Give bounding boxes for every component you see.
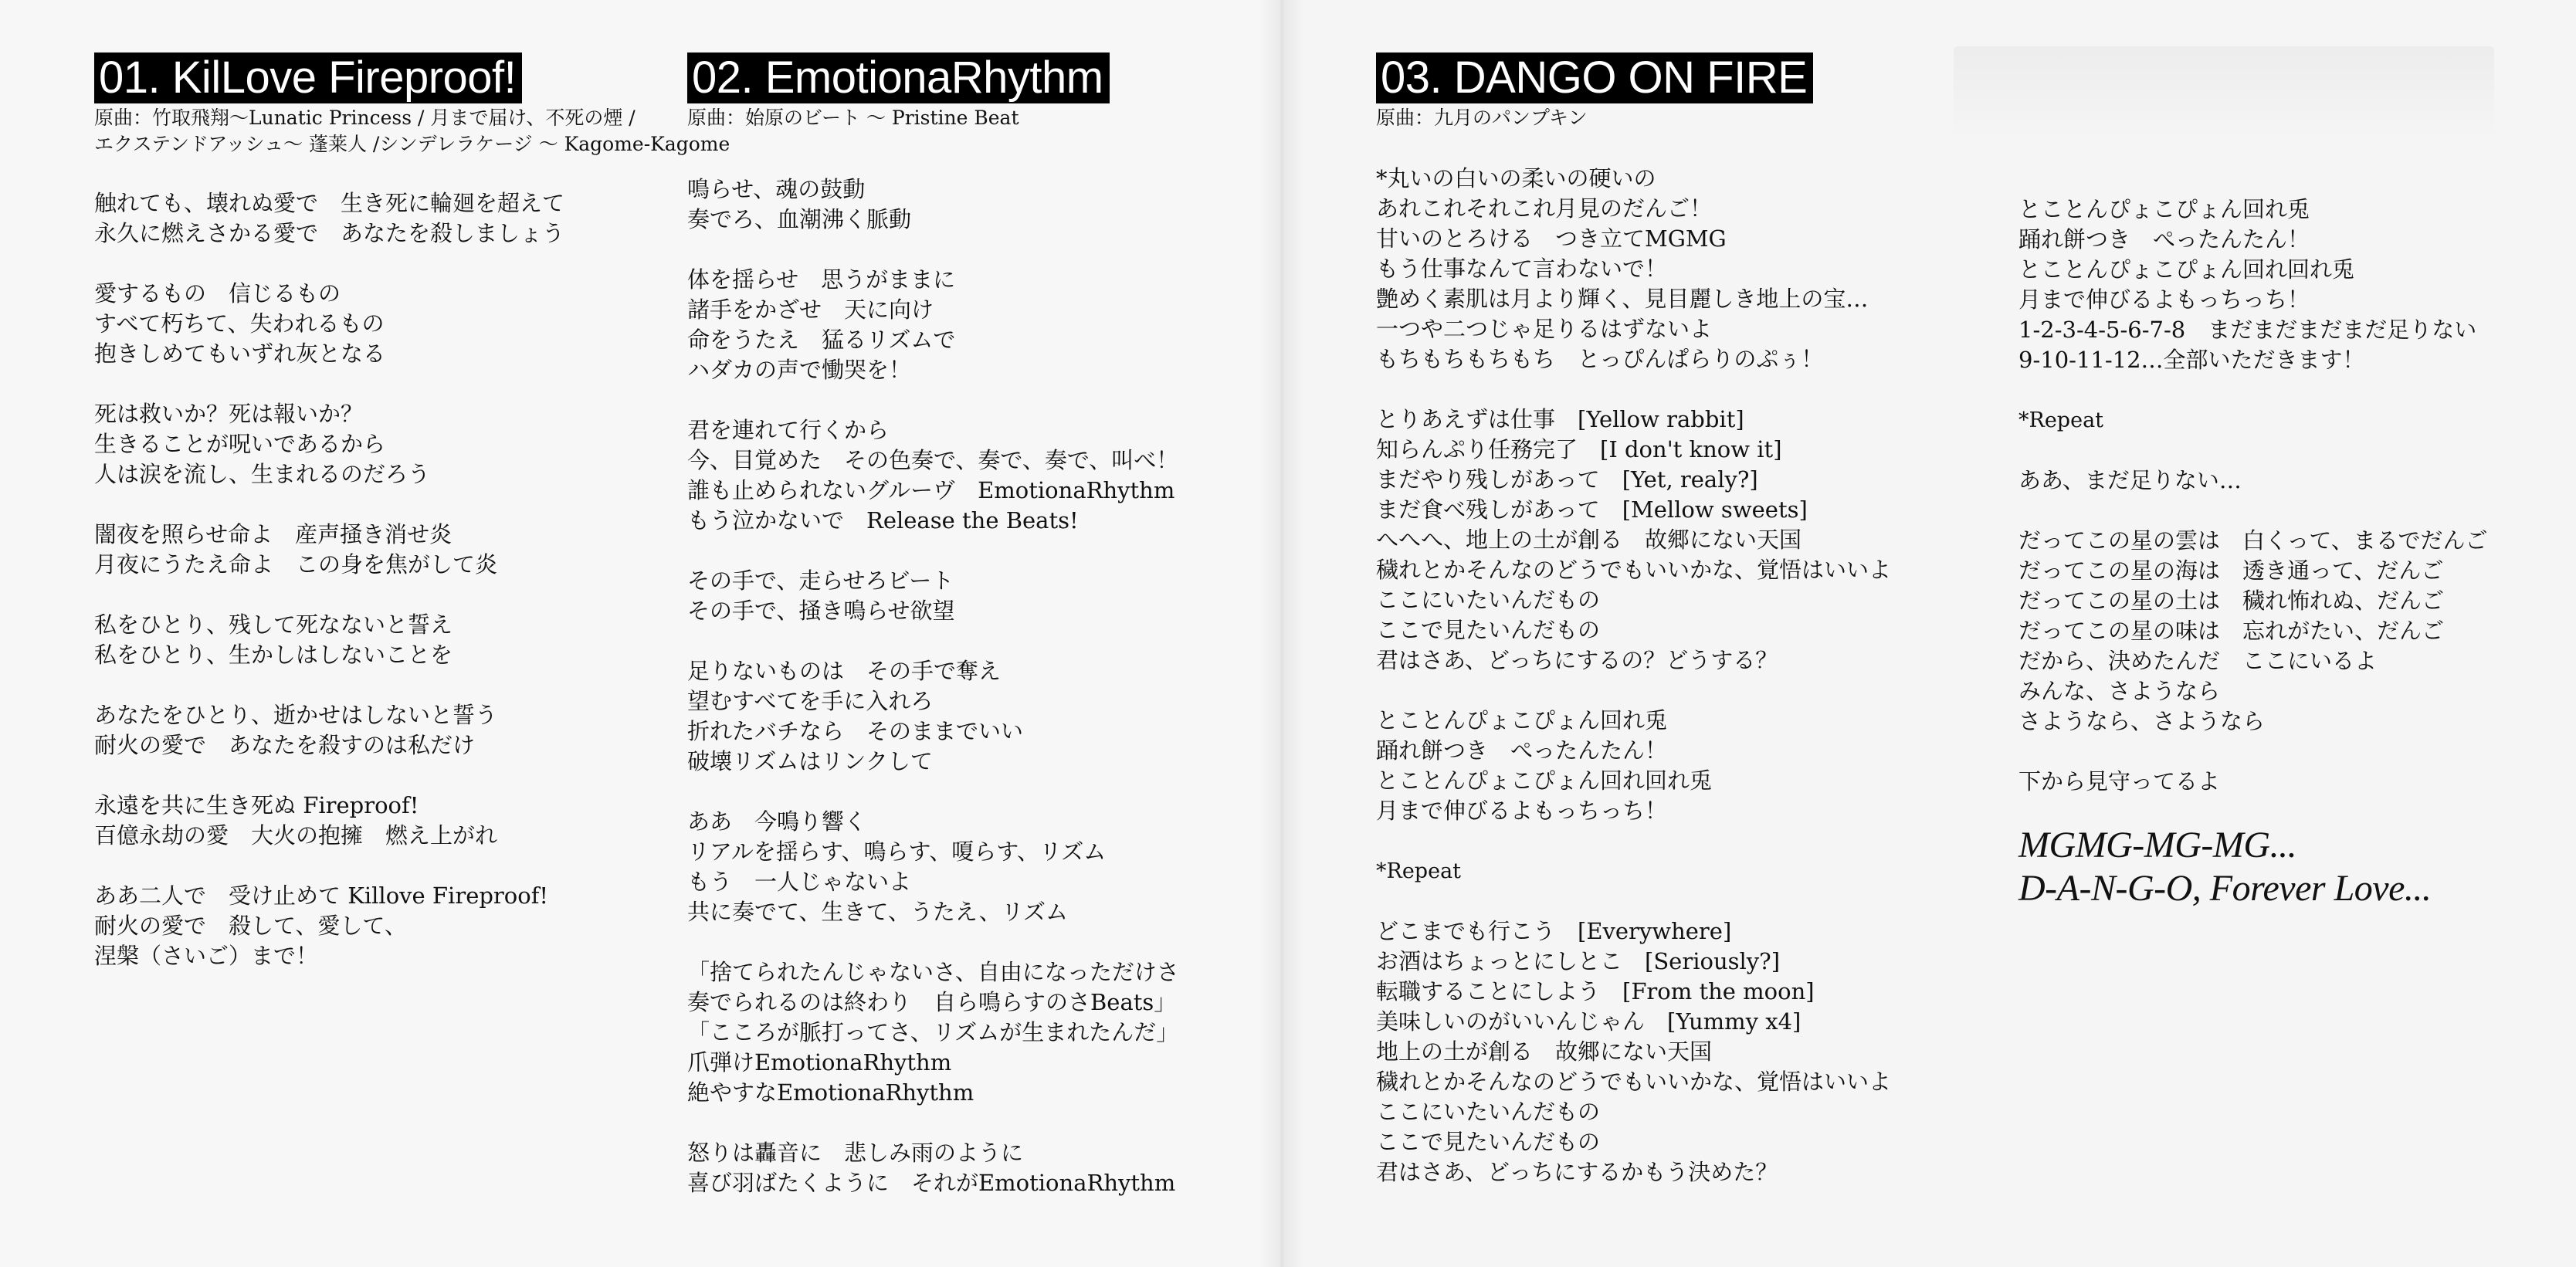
stanza [687, 265, 1179, 385]
stanza [687, 957, 1179, 1108]
repeat-marker: *Repeat [1376, 859, 1462, 883]
stanza [687, 174, 1179, 235]
finale-block [2018, 824, 2488, 910]
lyric-line: 破壊リズムはリンクして [687, 748, 933, 774]
lyric-line: 絶やすなEmotionaRhythm [687, 1079, 974, 1106]
lyric-line: とりあえずは仕事 [Yellow rabbit] [1376, 406, 1744, 432]
stanza [94, 279, 730, 369]
stanza [2018, 526, 2488, 737]
lyric-line: 抱きしめてもいずれ灰となる [94, 340, 386, 367]
stanza [94, 881, 730, 971]
lyric-line: もう仕事なんて言わないで！ [1376, 256, 1668, 282]
lyric-line: 耐火の愛で 殺して、愛して、 [94, 913, 407, 939]
finale-line: D-A-N-G-O, Forever Love... [2018, 868, 2432, 909]
lyrics [687, 174, 1179, 1198]
source-line: エクステンドアッシュ～ 蓬莱人 /シンデレラケージ ～ Kagome-Kagome [94, 133, 730, 155]
lyric-line: 死は救いか？死は報いか？ [94, 401, 364, 427]
lyric-line: もう泣かないで Release the Beats! [687, 507, 1079, 534]
song-2-column [687, 53, 1179, 1228]
lyric-line: 踊れ餅つき ぺったんたん！ [2018, 226, 2310, 252]
lyric-line: もう 一人じゃないよ [687, 869, 912, 895]
lyric-line: だってこの星の味は 忘れがたい、だんご [2018, 618, 2445, 644]
lyric-line: 生きることが呪いであるから [94, 431, 386, 457]
lyric-line: どこまでも行こう [Everywhere] [1376, 918, 1732, 944]
source-line: 原曲：竹取飛翔～Lunatic Princess / 月まで届け、不死の煙 / [94, 107, 636, 129]
stanza [94, 700, 730, 761]
lyric-line: 闇夜を照らせ命よ 産声掻き消せ炎 [94, 521, 452, 547]
lyric-line: 踊れ餅つき ぺったんたん！ [1376, 737, 1668, 764]
stanza [94, 399, 730, 490]
lyric-line: 1-2-3-4-5-6-7-8 まだまだまだまだ足りない [2018, 317, 2477, 343]
stanza [687, 1138, 1179, 1198]
lyric-line: 艶めく素肌は月より輝く、見目麗しき地上の宝… [1376, 286, 1869, 312]
finale-line: MGMG-MG-MG... [2018, 825, 2297, 866]
lyric-line: 今、目覚めた その色奏で、奏で、奏で、叫べ！ [687, 447, 1179, 473]
lyric-line: ここで見たいんだもの [1376, 1129, 1601, 1155]
stanza [2018, 405, 2488, 435]
lyric-line: 「こころが脈打ってさ、リズムが生まれたんだ」 [687, 1019, 1179, 1045]
lyric-line: みんな、さようなら [2018, 678, 2221, 704]
lyric-line: 諸手をかざせ 天に向け [687, 296, 934, 323]
stanza [1376, 405, 1891, 676]
stanza [2018, 466, 2488, 496]
lyric-line: ああ二人で 受け止めて Killove Fireproof! [94, 882, 549, 909]
stanza [687, 807, 1179, 927]
lyric-line: だってこの星の海は 透き通って、だんご [2018, 557, 2444, 584]
lyric-line: 穢れとかそんなのどうでもいいかな、覚悟はいいよ [1376, 557, 1892, 583]
lyric-line: 望むすべてを手に入れろ [687, 688, 934, 714]
lyric-line: 君はさあ、どっちにするの？どうする？ [1376, 647, 1778, 673]
song-title: 01. KilLove Fireproof! [94, 53, 522, 103]
lyrics [2018, 195, 2488, 797]
lyric-line: その手で、掻き鳴らせ欲望 [687, 598, 955, 624]
stanza [687, 656, 1179, 777]
page-gutter [1259, 0, 1305, 1267]
lyric-line: 愛するもの 信じるもの [94, 280, 341, 307]
lyric-line: 誰も止められないグルーヴ EmotionaRhythm [687, 477, 1175, 503]
lyric-line: 穢れとかそんなのどうでもいいかな、覚悟はいいよ [1376, 1069, 1892, 1095]
song-source [1376, 105, 1891, 131]
lyric-line: ここにいたいんだもの [1376, 587, 1601, 613]
lyric-line: 一つや二つじゃ足りるはずないよ [1376, 316, 1713, 342]
lyric-line: 美味しいのがいいんじゃん [Yummy x4] [1376, 1008, 1802, 1035]
lyric-line: その手で、走らせろビート [687, 567, 954, 594]
lyric-line: 人は涙を流し、生まれるのだろう [94, 461, 431, 487]
lyric-line: すべて朽ちて、失われるもの [94, 310, 385, 337]
lyric-line: 怒りは轟音に 悲しみ雨のように [687, 1140, 1024, 1166]
lyric-line: ハダカの声で慟哭を！ [687, 357, 912, 383]
stanza [94, 791, 730, 851]
lyric-line: 私をひとり、残して死なないと誓え [94, 611, 453, 638]
lyric-line: ああ 今鳴り響く [687, 808, 867, 835]
lyric-line: 命をうたえ 猛るリズムで [687, 327, 956, 353]
lyric-line: あなたをひとり、逝かせはしないと誓う [94, 702, 498, 728]
lyrics [94, 188, 730, 971]
lyric-line: 涅槃（さいご）まで！ [94, 943, 319, 969]
song-3-column [1376, 53, 1891, 1218]
lyric-line: 月夜にうたえ命よ この身を焦がして炎 [94, 551, 498, 578]
stanza [2018, 767, 2488, 797]
lyric-line: 転職することにしよう [From the moon] [1376, 978, 1815, 1004]
lyric-line: へへへ、地上の土が創る 故郷にない天国 [1376, 527, 1802, 553]
stanza [2018, 195, 2488, 375]
lyric-line: まだ食べ残しがあって [Mellow sweets] [1376, 496, 1808, 523]
lyric-line: ああ、まだ足りない… [2018, 467, 2242, 493]
lyric-line: 奏でろ、血潮沸く脈動 [687, 206, 912, 232]
stanza [687, 415, 1179, 536]
repeat-marker: *Repeat [2018, 408, 2104, 432]
lyric-line: だってこの星の雲は 白くって、まるでだんご [2018, 527, 2488, 554]
lyric-line: 足りないものは その手で奪え [687, 658, 1002, 684]
lyric-line: 永遠を共に生き死ぬ Fireproof! [94, 792, 419, 818]
stanza [1376, 706, 1891, 826]
stanza [1376, 164, 1891, 374]
lyric-line: 9-10-11-12…全部いただきます！ [2018, 347, 2365, 373]
lyric-line: 「捨てられたんじゃないさ、自由になっただけさ [687, 959, 1179, 985]
lyric-line: ここで見たいんだもの [1376, 617, 1601, 643]
lyric-line: 触れても、壊れぬ愛で 生き死に輪廻を超えて [94, 190, 565, 216]
lyric-line: だってこの星の土は 穢れ怖れぬ、だんご [2018, 588, 2445, 614]
song-source [687, 105, 1179, 131]
lyric-line: まだやり残しがあって [Yet, realy?] [1376, 466, 1758, 493]
lyric-line: ここにいたいんだもの [1376, 1099, 1601, 1125]
lyric-line: とことんぴょこぴょん回れ兎 [1376, 707, 1668, 733]
lyric-line: 爪弾けEmotionaRhythm [687, 1049, 952, 1076]
lyric-line: あれこれそれこれ月見のだんご！ [1376, 195, 1713, 222]
lyric-line: 月まで伸びるよもっちっち！ [1376, 798, 1668, 824]
lyric-line: 喜び羽ばたくように それがEmotionaRhythm [687, 1170, 1176, 1196]
lyric-line: 奏でられるのは終わり 自ら鳴らすのさBeats」 [687, 989, 1177, 1015]
lyric-line: 知らんぷり任務完了 [I don't know it] [1376, 436, 1782, 462]
stanza [94, 520, 730, 580]
source-line: 原曲：始原のビート ～ Pristine Beat [687, 107, 1019, 129]
song-title: 02. EmotionaRhythm [687, 53, 1110, 103]
lyric-line: リアルを揺らす、鳴らす、嗄らす、リズム [687, 838, 1107, 865]
song-3-column-continued [2018, 195, 2488, 910]
lyric-line: 地上の土が創る 故郷にない天国 [1376, 1038, 1713, 1065]
stanza [94, 610, 730, 670]
lyric-line: 共に奏でて、生きて、うたえ、リズム [687, 899, 1069, 925]
lyric-line: もちもちもちもち とっぴんぱらりのぷぅ！ [1376, 346, 1824, 372]
stanza [94, 188, 730, 249]
lyric-line: お酒はちょっとにしとこ [Seriously?] [1376, 948, 1781, 974]
lyrics [1376, 164, 1891, 1187]
stanza [1376, 916, 1891, 1187]
song-source [94, 105, 730, 158]
lyric-line: 耐火の愛で あなたを殺すのは私だけ [94, 732, 476, 758]
lyric-line: だから、決めたんだ ここにいるよ [2018, 648, 2378, 674]
lyric-line: 月まで伸びるよもっちっち！ [2018, 286, 2310, 313]
lyric-line: さようなら、さようなら [2018, 708, 2266, 734]
song-1-column [94, 53, 730, 1001]
lyric-line: 折れたバチなら そのままでいい [687, 718, 1024, 744]
source-line: 原曲：九月のパンプキン [1376, 107, 1588, 129]
lyric-line: 百億永劫の愛 大火の抱擁 燃え上がれ [94, 822, 498, 849]
lyric-line: 君はさあ、どっちにするかもう決めた？ [1376, 1159, 1778, 1185]
show-through-ghost [1954, 46, 2494, 139]
stanza [1376, 856, 1891, 886]
lyric-line: とことんぴょこぴょん回れ兎 [2018, 196, 2310, 222]
lyric-line: 甘いのとろける つき立てMGMG [1376, 225, 1727, 252]
lyric-line: 君を連れて行くから [687, 417, 890, 443]
lyric-line: 永久に燃えさかる愛で あなたを殺しましょう [94, 220, 565, 246]
lyric-line: 下から見守ってるよ [2018, 768, 2221, 794]
lyric-line: 鳴らせ、魂の鼓動 [687, 176, 866, 202]
lyric-line: 私をひとり、生かしはしないことを [94, 642, 453, 668]
lyric-line: とことんぴょこぴょん回れ回れ兎 [1376, 767, 1713, 794]
lyric-line: *丸いの白いの柔いの硬いの [1376, 165, 1656, 191]
lyric-line: 体を揺らせ 思うがままに [687, 266, 956, 293]
song-title: 03. DANGO ON FIRE [1376, 53, 1813, 103]
lyric-line: とことんぴょこぴょん回れ回れ兎 [2018, 256, 2355, 283]
stanza [687, 566, 1179, 626]
